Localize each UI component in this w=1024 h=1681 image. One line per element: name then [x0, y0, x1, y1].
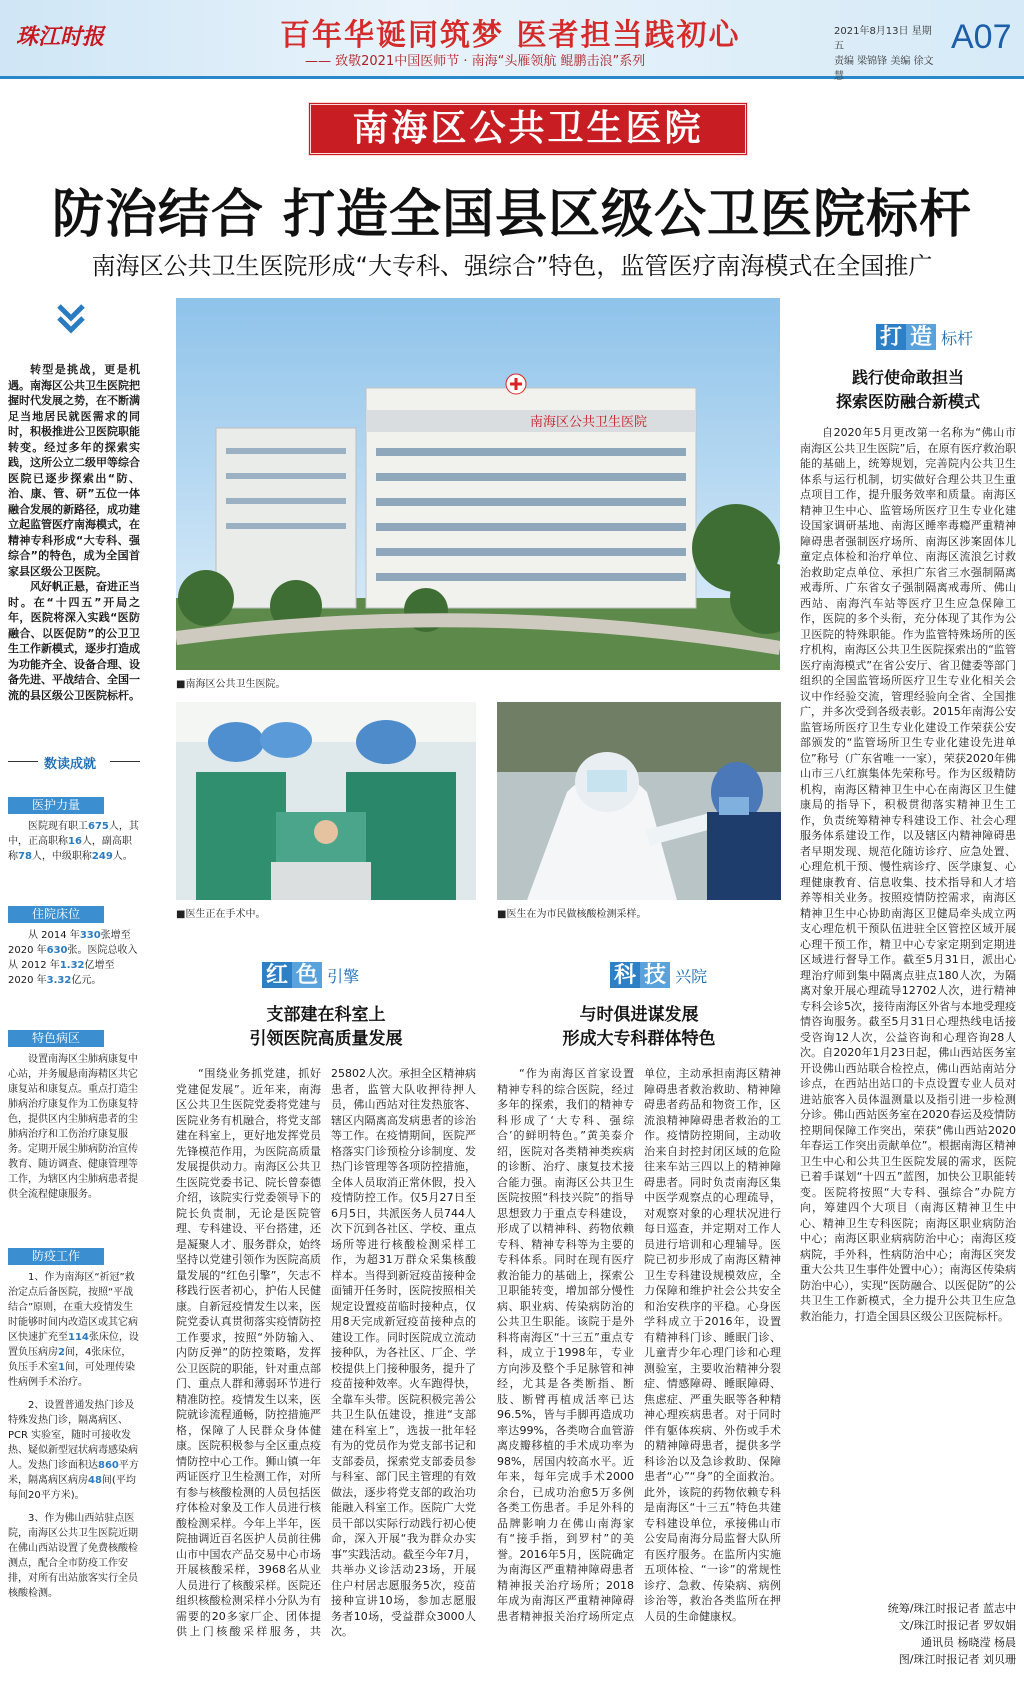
data-group-text: 设置南海区尘肺病康复中心站，并务履悬南海精区共它康复站和康复点。重点打造尘肺病治疗康复作为工伤康复特色，提供区内尘肺病患者的尘肺病治疗和工伤治疗康复服务。定期开展尘肺病防治宣传教育、随访调查、健康管理等工作，为辖区内尘肺病患者提供全流程健康服务。: [8, 1054, 138, 1200]
column-head-red: 红 色 引擎: [262, 958, 359, 989]
subheadline: 南海区公共卫生医院形成“大专科、强综合”特色，监管医疗南海模式在全国推广: [91, 252, 933, 280]
column-title-tech: 与时俱进谋发展 形成大专科群体特色: [562, 1005, 716, 1049]
chevron-down-icon: [56, 302, 86, 338]
column-head-tech: 科 技 兴院: [610, 958, 707, 989]
data-group-label: 医护力量: [8, 797, 104, 814]
banner-series: —— 致敬2021中国医师节 · 南海“头雁领航 鲲鹏击浪”系列: [305, 54, 646, 69]
photo-caption: ■南海区公共卫生医院。: [176, 679, 286, 690]
swab-photo: [497, 702, 781, 900]
banner-slogan: 百年华诞同筑梦 医者担当践初心: [280, 18, 741, 53]
data-group-label: 特色病区: [8, 1030, 104, 1047]
data-group-text: 1、作为南海区“祈冠”救治定点后备医院，按照“平战结合”原则，在重大疫情发生时能够时间内改造区或其它病区快速扩充至114张床位，设置负压病房2间，4张床位，负压手术室1间，可处理传染性病例手术治疗。 2、设置普通发热门诊及特殊发热门诊，隔离病区、PCR 实验室，随时可接收发热、疑似新型冠状病毒感染病人。发热门诊面积达860平方米，隔离病区病房48间(平均每间20平方米)。 3、作为佛山西站驻点医院，南海区公共卫生医院近期在佛山西站设置了免费核酸检测点，配合全市防疫工作安排，对所有出站旅客实行全员核酸检测。: [8, 1272, 139, 1599]
page-number: A07: [951, 18, 1012, 56]
divider: [8, 761, 38, 762]
article-strike: 自2020年5月更改第一名称为“佛山市南海区公共卫生医院”后，在原有医疗救治职能的基础上，统筹规划，完善院内公共卫生体系与运行机制，切实做好合理公共卫生重点项目工作，提升服务效率和质量。南海区精神卫生中心、监管场所医疗卫生专业化建设国家调研基地、南海区睡率毒瘾严重精神障碍患者强制医疗场所、南海区涉案固体儿童定点体检和治疗单位、南海区流浪乞讨救治救助定点单位、承担广东省三水强制隔离戒毒所、广东省女子强制隔离戒毒所、佛山西站、南海汽车站等医疗卫生应急保障工作，医院的多个头衔，充分体现了其作为公卫医院的特殊职能。作为监管特殊场所的医疗机构，南海区公共卫生医院探索出的“监管医疗南海模式”在省公安厅、省卫健委等部门组织的全国监管场所医疗卫生专业化相关会议中作经验交流，管理经验向全省、全国推广，并多次受到各级表彰。2015年南海公安监管场所医疗卫生专业化建设工作荣获公安部颁发的“监管场所卫生专业化建设先进单位”称号（广东省唯一一家），荣获2020年佛山市三八红旗集体先荣称号。作为区级精防机构，南海区精神卫生中心在南海区卫生健康局的指导下，积极贯彻落实精神卫生工作，负责统筹精神专科建设工作、社会心理服务体系建设工作，以及辖区内精神障碍患者早期发现、规范化随访诊疗、应急处置、心理危机干预、慢性病诊疗、医学康复、心理健康教育、信息收集、技术指导和人才培养等相关业务。按照疫情防控需求，南海区精神卫生中心协助南海区卫健局牵头成立两支心理危机干预队伍进驻全区管控区域开展心理干预工作，精卫中心专家定期到定期进区域进行督导工作。截至5月31日，派出心理治疗师到集中隔离点驻点180人次，为隔离对象开展心理疏导12702人次，进行精神专科会诊5次，接待南海区外省与本地受理疫情咨询服务。截至5月31日心理热线电话接受咨询12人次，公益咨询和心理咨询28人次。自2020年1月23日起，佛山西站医务室开设佛山西站联合检控点，佛山西站南站分诊点，在西站出站口的卡点设置专业人员对进站旅客入员体温测量以及指引进一步检测分诊。佛山西站医务室在2020春运及疫情防控期间保障工作突出，荣获“佛山西站2020年春运工作突出贡献单位”。根据南海区精神卫生中心和公共卫生医院发展的需求，医院已着手谋划“十四五”蓝图，加快公卫职能转变。医院将按照“大专科、强综合”办院方向，筹建四个大项目（南海区精神卫生中心、精神卫生专科医院；南海区职业病防治中心；南海区职业病病防治中心；南海区疫病院，手外科，性病防治中心；南海区突发重大公共卫生事件处置中心）；南海区传染病防治中心），实现“医防融合、以医促防”的公共卫生工作新模式，全力提升公共卫生应急救治能力，打造全国县区级公卫医院标杆。: [800, 426, 1016, 1323]
lead-paragraphs: [8, 362, 140, 703]
data-group-label: 防疫工作: [8, 1248, 104, 1265]
issue-date: 2021年8月13日 星期五: [834, 26, 932, 52]
lead-paragraph-1: 转型是挑战，更是机遇。南海区公共卫生医院把握时代发展之势，在不断满足当地居民就医需求的同时，积极推进公卫医院职能转变。经过多年的探索实践，这所公立二级甲等综合医院已逐步探索出“防、治、康、管、研”五位一体融合发展的新路径，成功建立起监管医疗南海模式，在精神专科形成“大专科、强综合”的特色，成为全国首家县区级公卫医院。: [8, 363, 140, 578]
photo-caption: ■医生在为市民做核酸检测采样。: [497, 909, 647, 920]
hospital-photo: [176, 298, 780, 670]
surgery-photo: [176, 702, 476, 900]
data-group-text: 从 2014 年330张增至 2020 年630张。医院总收入从 2012 年1.32亿增至 2020 年3.32亿元。: [8, 930, 138, 986]
divider: [110, 761, 140, 762]
masthead-logo: 珠江时报: [16, 24, 105, 50]
data-group-text: 医院现有职工675人，其中，正高职称16人，副高职称78人，中级职称249人。: [8, 821, 139, 862]
hospital-sign: 南海区公共卫生医院: [530, 415, 648, 430]
section-badge: 南海区公共卫生医院: [308, 102, 748, 156]
column-title-red: 支部建在科室上 引领医院高质量发展: [249, 1005, 403, 1049]
column-head-strike: 打 造 标杆: [876, 320, 973, 351]
photo-caption: ■医生正在手术中。: [176, 909, 266, 920]
article-tech: “作为南海区首家设置精神专科的综合医院，经过多年的探索，我们的精神专科形成了‘大专科、强综合’的鲜明特色。”黄美泰介绍，医院对各类精神类疾病的诊断、治疗、康复技术接合能力强。南海区公共卫生医院按照“科技兴院”的指导思想致力于重点专科建设，形成了以精神科、药物依赖专科、精神专科等为主要的专科体系。同时在现有医疗救治能力的基础上，探索公卫职能转变，增加部分慢性病、职业病、传染病防治的公共卫生职能。该院于是外科将南海区“十三五”重点专科，成立于1998年，专业方向涉及整个手足脉管和神经，尤其是各类断指、断肢、断臂再植成活率已达96.5%，皆与手脚再造成功率达99%，各类吻合血管游离皮瓣移植的手术成功率为98%，居国内较高水平。近年来，每年完成手术2000余台，已成功治愈5万多例各类工伤患者。手足外科的品牌影响力在佛山南海家有“接手指，到罗村”的美誉。2016年5月，医院确定为南海区严重精神障碍患者精神报关治疗场所；2018年成为南海区严重精神障碍患者精神报关治疗场所定点单位，主动承担南海区精神障碍患者救治救助、精神障碍患者药品和物资工作，区流浪精神障碍患者救治的工作。疫情防控期间，主动收治来自封控封闭区域的危险往来车站三四以上的精神障碍患者。同时负责南海区集中医学观察点的心理疏导，对观察对象的心理状况进行每日巡查，并定期对工作人员进行培训和心理辅导。医院已初步形成了南海区精神卫生专科建设规模效应，全力保障和维护社会公共安全和治安秩序的平稳。心身医学科成立于2016年，设置有精神科门诊、睡眠门诊、儿童青少年心理门诊和心理测验室，主要收治精神分裂症、情感障碍、睡眠障碍、焦虑症、严重失眠等各种精神心理疾病患者。对于同时伴有躯体疾病、外伤或手术的精神障碍患者，提供多学科诊治以及急诊救助、保障患者“心”“身”的全面救治。此外，该院的药物依赖专科是南海区“十三五”特色共建专科建设单位，承接佛山市公安局南海分局监督大队所有医疗服务。在监所内实施五项体检、“一诊”的常规性诊疗、急救、传染病、病例诊治等，救治各类监所在押人员的生命健康权。: [497, 1067, 781, 1623]
lead-paragraph-2: 风好帆正悬，奋进正当时。在“十四五”开局之年，医院将深入实践“医防融合、以医促防”的公卫卫生工作新模式，逐步打造成为功能齐全、设备合理、设备先进、平战结合、全国一流的县区级公卫医院标杆。: [8, 580, 140, 702]
headline: 防治结合 打造全国县区级公卫医院标杆: [51, 185, 973, 245]
byline: 统筹/珠江时报记者 蓝志中 文/珠江时报记者 罗奴娟 通讯员 杨晓滢 杨晨 图/珠江时报记者 刘贝珊: [887, 1602, 1016, 1666]
editor-credit: 责编 梁锦锋 美编 徐文慧: [834, 56, 934, 82]
dateline: [834, 24, 934, 84]
column-title-strike: 践行使命敢担当 探索医防融合新模式: [835, 368, 980, 411]
data-group-label: 住院床位: [8, 906, 104, 923]
article-red: “围绕业务抓党建，抓好党建促发展”。近年来，南海区公共卫生医院党委将党建与医院业务有机融合，将党支部建在科室上，更好地发挥党员先锋模范作用，为医院高质量发展提供动力。南海区公共卫生医院党委书记、院长曾泰德介绍，该院实行党委领导下的院长负责制，无论是医院管理、专科建设、平台搭建，还是凝聚人才、服务群众，始终坚持以党建引领作为医院高质量发展的“红色引擎”，矢志不移践行医者初心，护佑人民健康。自新冠疫情发生以来，医院党委认真贯彻落实疫情防控工作要求，按照“外防输入、内防反弹”的防控策略，发挥公卫医院的职能，针对重点部门、重点人群和薄弱环节进行精准防控。疫情发生以来，医院就诊流程通畅，防控措施严格，保障了人民群众身体健康。医院积极参与全区重点疫情防控中心工作。狮山镇一年两证医疗卫生检测工作，对所有参与核酸检测的人员包括医疗体检对象及工作人员进行核酸检测采样。今年上半年，医院抽调近百名医护人员前往佛山市中国农产品交易中心市场开展核酸采样，3968名从业人员进行了核酸采样。医院还组织核酸检测采样小分队为有需要的20多家厂企、团体提供上门核酸采样服务，共25802人次。承担全区精神病患者，监管大队收押待押人员，佛山西站对往发热旅客、辖区内隔离高发病患者的诊治等工作。在疫情期间，医院严格落实门诊预检分诊制度、发热门诊管理等各项防控措施，全体人员取消正常休假，投入疫情防控工作。仅5月27日至6月5日，共派医务人员744人次下沉到各社区、学校、重点场所等进行核酸检测采样工作，为超31万群众采集核酸样本。当得到新冠疫苗接种金面铺开任务时，医院按照相关规定设置疫苗临时接种点，仅用8天完成新冠疫苗接种点的建设工作。同时医院成立流动接种队，为各社区、厂企、学校提供上门接种服务，提升了疫苗接种效率。火车跑得快，全靠车头带。医院积极完善公共卫生队伍建设，推进“支部建在科室上”，选拔一批年轻有为的党员作为党支部书记和支部委员，探索党支部委员参与科室、部门民主管理的有效做法，逐步将党支部的政治功能融入科室工作。医院广大党员干部以实际行动践行初心使命，深入开展“我为群众办实事”实践活动。截至今年7月，共举办义诊活动23场，开展住户村居志愿服务5次，疫苗接种宣讲10场，参加志愿服务者10场，受益群众3000人次。: [176, 1067, 476, 1638]
data-section-title: 数读成就: [44, 757, 97, 772]
